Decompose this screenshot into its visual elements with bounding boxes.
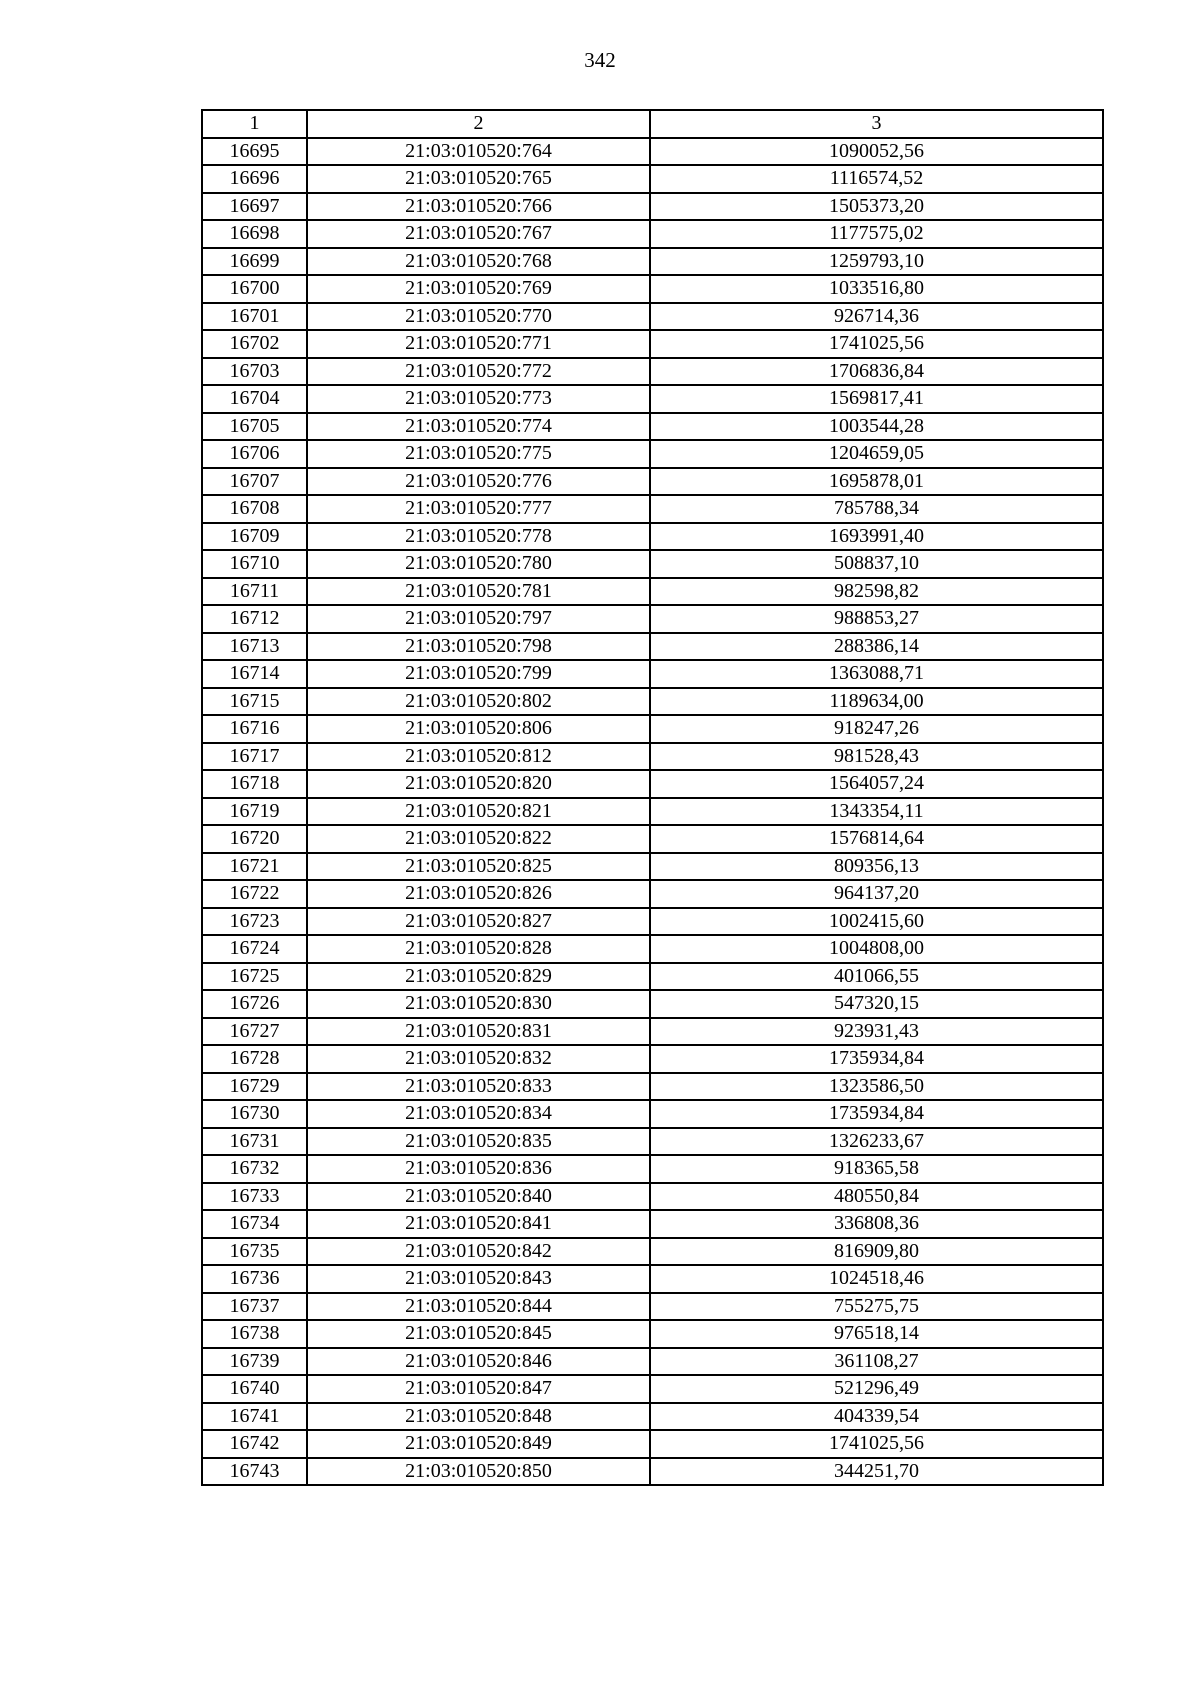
row-number-cell: 16733 xyxy=(202,1183,307,1211)
table-row xyxy=(202,908,1103,936)
cadastral-number-cell: 21:03:010520:842 xyxy=(307,1238,650,1266)
cadastral-number-cell: 21:03:010520:847 xyxy=(307,1375,650,1403)
row-number-cell: 16713 xyxy=(202,633,307,661)
value-cell: 976518,14 xyxy=(650,1320,1103,1348)
table-row xyxy=(202,1155,1103,1183)
row-number-cell: 16735 xyxy=(202,1238,307,1266)
table-row xyxy=(202,468,1103,496)
table-row xyxy=(202,990,1103,1018)
table-row xyxy=(202,1430,1103,1458)
table-row xyxy=(202,715,1103,743)
cadastral-number-cell: 21:03:010520:831 xyxy=(307,1018,650,1046)
cadastral-number-cell: 21:03:010520:776 xyxy=(307,468,650,496)
value-cell: 816909,80 xyxy=(650,1238,1103,1266)
value-cell: 1116574,52 xyxy=(650,165,1103,193)
value-cell: 344251,70 xyxy=(650,1458,1103,1486)
value-cell: 918365,58 xyxy=(650,1155,1103,1183)
value-cell: 1564057,24 xyxy=(650,770,1103,798)
row-number-cell: 16703 xyxy=(202,358,307,386)
row-number-cell: 16719 xyxy=(202,798,307,826)
value-cell: 1735934,84 xyxy=(650,1100,1103,1128)
table-body xyxy=(202,138,1103,1486)
row-number-cell: 16715 xyxy=(202,688,307,716)
cadastral-number-cell: 21:03:010520:797 xyxy=(307,605,650,633)
table-row xyxy=(202,275,1103,303)
page-number: 342 xyxy=(584,48,616,72)
table-row xyxy=(202,1403,1103,1431)
row-number-cell: 16711 xyxy=(202,578,307,606)
value-cell: 547320,15 xyxy=(650,990,1103,1018)
table-row xyxy=(202,1458,1103,1486)
row-number-cell: 16737 xyxy=(202,1293,307,1321)
cadastral-number-cell: 21:03:010520:778 xyxy=(307,523,650,551)
cadastral-number-cell: 21:03:010520:764 xyxy=(307,138,650,166)
cadastral-number-cell: 21:03:010520:826 xyxy=(307,880,650,908)
cadastral-number-cell: 21:03:010520:802 xyxy=(307,688,650,716)
table-row xyxy=(202,825,1103,853)
table-row xyxy=(202,1073,1103,1101)
value-cell: 1363088,71 xyxy=(650,660,1103,688)
row-number-cell: 16722 xyxy=(202,880,307,908)
value-cell: 1343354,11 xyxy=(650,798,1103,826)
table-row xyxy=(202,165,1103,193)
table-row xyxy=(202,688,1103,716)
row-number-cell: 16739 xyxy=(202,1348,307,1376)
value-cell: 1741025,56 xyxy=(650,1430,1103,1458)
value-cell: 1569817,41 xyxy=(650,385,1103,413)
table-row xyxy=(202,523,1103,551)
row-number-cell: 16729 xyxy=(202,1073,307,1101)
row-number-cell: 16742 xyxy=(202,1430,307,1458)
value-cell: 785788,34 xyxy=(650,495,1103,523)
column-header-3: 3 xyxy=(650,110,1103,138)
table-row xyxy=(202,1375,1103,1403)
data-table xyxy=(201,109,1104,1486)
value-cell: 1177575,02 xyxy=(650,220,1103,248)
table-row xyxy=(202,578,1103,606)
cadastral-number-cell: 21:03:010520:844 xyxy=(307,1293,650,1321)
cadastral-number-cell: 21:03:010520:833 xyxy=(307,1073,650,1101)
value-cell: 1189634,00 xyxy=(650,688,1103,716)
table-row xyxy=(202,358,1103,386)
value-cell: 923931,43 xyxy=(650,1018,1103,1046)
cadastral-number-cell: 21:03:010520:767 xyxy=(307,220,650,248)
table-row xyxy=(202,1045,1103,1073)
cadastral-number-cell: 21:03:010520:780 xyxy=(307,550,650,578)
cadastral-number-cell: 21:03:010520:766 xyxy=(307,193,650,221)
row-number-cell: 16741 xyxy=(202,1403,307,1431)
table-row xyxy=(202,798,1103,826)
value-cell: 809356,13 xyxy=(650,853,1103,881)
value-cell: 1326233,67 xyxy=(650,1128,1103,1156)
value-cell: 988853,27 xyxy=(650,605,1103,633)
value-cell: 1090052,56 xyxy=(650,138,1103,166)
table-row xyxy=(202,935,1103,963)
value-cell: 1695878,01 xyxy=(650,468,1103,496)
cadastral-number-cell: 21:03:010520:772 xyxy=(307,358,650,386)
cadastral-number-cell: 21:03:010520:770 xyxy=(307,303,650,331)
cadastral-number-cell: 21:03:010520:768 xyxy=(307,248,650,276)
value-cell: 981528,43 xyxy=(650,743,1103,771)
value-cell: 336808,36 xyxy=(650,1210,1103,1238)
value-cell: 1576814,64 xyxy=(650,825,1103,853)
row-number-cell: 16725 xyxy=(202,963,307,991)
value-cell: 480550,84 xyxy=(650,1183,1103,1211)
cadastral-number-cell: 21:03:010520:832 xyxy=(307,1045,650,1073)
header-row xyxy=(202,110,1103,138)
cadastral-number-cell: 21:03:010520:777 xyxy=(307,495,650,523)
row-number-cell: 16701 xyxy=(202,303,307,331)
table-row xyxy=(202,1320,1103,1348)
cadastral-number-cell: 21:03:010520:781 xyxy=(307,578,650,606)
cadastral-number-cell: 21:03:010520:850 xyxy=(307,1458,650,1486)
value-cell: 288386,14 xyxy=(650,633,1103,661)
table-row xyxy=(202,1348,1103,1376)
row-number-cell: 16736 xyxy=(202,1265,307,1293)
cadastral-number-cell: 21:03:010520:828 xyxy=(307,935,650,963)
table-row xyxy=(202,1018,1103,1046)
table-row xyxy=(202,385,1103,413)
table-row xyxy=(202,853,1103,881)
value-cell: 755275,75 xyxy=(650,1293,1103,1321)
cadastral-number-cell: 21:03:010520:849 xyxy=(307,1430,650,1458)
value-cell: 918247,26 xyxy=(650,715,1103,743)
row-number-cell: 16712 xyxy=(202,605,307,633)
table-row xyxy=(202,138,1103,166)
cadastral-number-cell: 21:03:010520:821 xyxy=(307,798,650,826)
value-cell: 1204659,05 xyxy=(650,440,1103,468)
cadastral-number-cell: 21:03:010520:845 xyxy=(307,1320,650,1348)
cadastral-number-cell: 21:03:010520:834 xyxy=(307,1100,650,1128)
cadastral-number-cell: 21:03:010520:798 xyxy=(307,633,650,661)
table-row xyxy=(202,1293,1103,1321)
cadastral-number-cell: 21:03:010520:825 xyxy=(307,853,650,881)
value-cell: 1706836,84 xyxy=(650,358,1103,386)
table-row xyxy=(202,550,1103,578)
value-cell: 1033516,80 xyxy=(650,275,1103,303)
value-cell: 521296,49 xyxy=(650,1375,1103,1403)
table-row xyxy=(202,770,1103,798)
cadastral-number-cell: 21:03:010520:835 xyxy=(307,1128,650,1156)
table-row xyxy=(202,413,1103,441)
row-number-cell: 16708 xyxy=(202,495,307,523)
row-number-cell: 16705 xyxy=(202,413,307,441)
row-number-cell: 16718 xyxy=(202,770,307,798)
value-cell: 982598,82 xyxy=(650,578,1103,606)
table-row xyxy=(202,660,1103,688)
cadastral-number-cell: 21:03:010520:771 xyxy=(307,330,650,358)
table-row xyxy=(202,963,1103,991)
column-header-1: 1 xyxy=(202,110,307,138)
row-number-cell: 16702 xyxy=(202,330,307,358)
table-row xyxy=(202,1183,1103,1211)
value-cell: 1741025,56 xyxy=(650,330,1103,358)
table-row xyxy=(202,248,1103,276)
table-row xyxy=(202,193,1103,221)
value-cell: 1693991,40 xyxy=(650,523,1103,551)
row-number-cell: 16698 xyxy=(202,220,307,248)
cadastral-number-cell: 21:03:010520:846 xyxy=(307,1348,650,1376)
table-row xyxy=(202,1100,1103,1128)
table-row xyxy=(202,880,1103,908)
table-row xyxy=(202,303,1103,331)
row-number-cell: 16710 xyxy=(202,550,307,578)
value-cell: 1002415,60 xyxy=(650,908,1103,936)
table-row xyxy=(202,743,1103,771)
table-row xyxy=(202,605,1103,633)
cadastral-number-cell: 21:03:010520:774 xyxy=(307,413,650,441)
cadastral-number-cell: 21:03:010520:773 xyxy=(307,385,650,413)
row-number-cell: 16716 xyxy=(202,715,307,743)
table-row xyxy=(202,330,1103,358)
cadastral-number-cell: 21:03:010520:840 xyxy=(307,1183,650,1211)
cadastral-number-cell: 21:03:010520:836 xyxy=(307,1155,650,1183)
cadastral-number-cell: 21:03:010520:848 xyxy=(307,1403,650,1431)
table-row xyxy=(202,440,1103,468)
value-cell: 1004808,00 xyxy=(650,935,1103,963)
row-number-cell: 16709 xyxy=(202,523,307,551)
table-row xyxy=(202,220,1103,248)
cadastral-number-cell: 21:03:010520:820 xyxy=(307,770,650,798)
table-row xyxy=(202,1128,1103,1156)
row-number-cell: 16714 xyxy=(202,660,307,688)
cadastral-number-cell: 21:03:010520:769 xyxy=(307,275,650,303)
row-number-cell: 16706 xyxy=(202,440,307,468)
row-number-cell: 16728 xyxy=(202,1045,307,1073)
row-number-cell: 16731 xyxy=(202,1128,307,1156)
table-row xyxy=(202,633,1103,661)
cadastral-number-cell: 21:03:010520:765 xyxy=(307,165,650,193)
cadastral-number-cell: 21:03:010520:827 xyxy=(307,908,650,936)
row-number-cell: 16727 xyxy=(202,1018,307,1046)
row-number-cell: 16695 xyxy=(202,138,307,166)
value-cell: 404339,54 xyxy=(650,1403,1103,1431)
row-number-cell: 16717 xyxy=(202,743,307,771)
row-number-cell: 16697 xyxy=(202,193,307,221)
value-cell: 926714,36 xyxy=(650,303,1103,331)
value-cell: 508837,10 xyxy=(650,550,1103,578)
row-number-cell: 16734 xyxy=(202,1210,307,1238)
value-cell: 1259793,10 xyxy=(650,248,1103,276)
cadastral-number-cell: 21:03:010520:806 xyxy=(307,715,650,743)
row-number-cell: 16723 xyxy=(202,908,307,936)
cadastral-number-cell: 21:03:010520:841 xyxy=(307,1210,650,1238)
row-number-cell: 16730 xyxy=(202,1100,307,1128)
cadastral-number-cell: 21:03:010520:829 xyxy=(307,963,650,991)
row-number-cell: 16704 xyxy=(202,385,307,413)
cadastral-number-cell: 21:03:010520:799 xyxy=(307,660,650,688)
row-number-cell: 16740 xyxy=(202,1375,307,1403)
row-number-cell: 16732 xyxy=(202,1155,307,1183)
cadastral-number-cell: 21:03:010520:812 xyxy=(307,743,650,771)
row-number-cell: 16720 xyxy=(202,825,307,853)
row-number-cell: 16696 xyxy=(202,165,307,193)
value-cell: 1505373,20 xyxy=(650,193,1103,221)
value-cell: 361108,27 xyxy=(650,1348,1103,1376)
cadastral-number-cell: 21:03:010520:830 xyxy=(307,990,650,1018)
value-cell: 964137,20 xyxy=(650,880,1103,908)
value-cell: 1323586,50 xyxy=(650,1073,1103,1101)
row-number-cell: 16699 xyxy=(202,248,307,276)
row-number-cell: 16707 xyxy=(202,468,307,496)
row-number-cell: 16743 xyxy=(202,1458,307,1486)
row-number-cell: 16721 xyxy=(202,853,307,881)
table-header xyxy=(202,110,1103,138)
value-cell: 1024518,46 xyxy=(650,1265,1103,1293)
value-cell: 1735934,84 xyxy=(650,1045,1103,1073)
table-row xyxy=(202,1238,1103,1266)
row-number-cell: 16700 xyxy=(202,275,307,303)
cadastral-number-cell: 21:03:010520:843 xyxy=(307,1265,650,1293)
cadastral-number-cell: 21:03:010520:775 xyxy=(307,440,650,468)
cadastral-number-cell: 21:03:010520:822 xyxy=(307,825,650,853)
table-row xyxy=(202,495,1103,523)
row-number-cell: 16738 xyxy=(202,1320,307,1348)
table-row xyxy=(202,1210,1103,1238)
row-number-cell: 16726 xyxy=(202,990,307,1018)
value-cell: 401066,55 xyxy=(650,963,1103,991)
column-header-2: 2 xyxy=(307,110,650,138)
row-number-cell: 16724 xyxy=(202,935,307,963)
table-row xyxy=(202,1265,1103,1293)
value-cell: 1003544,28 xyxy=(650,413,1103,441)
